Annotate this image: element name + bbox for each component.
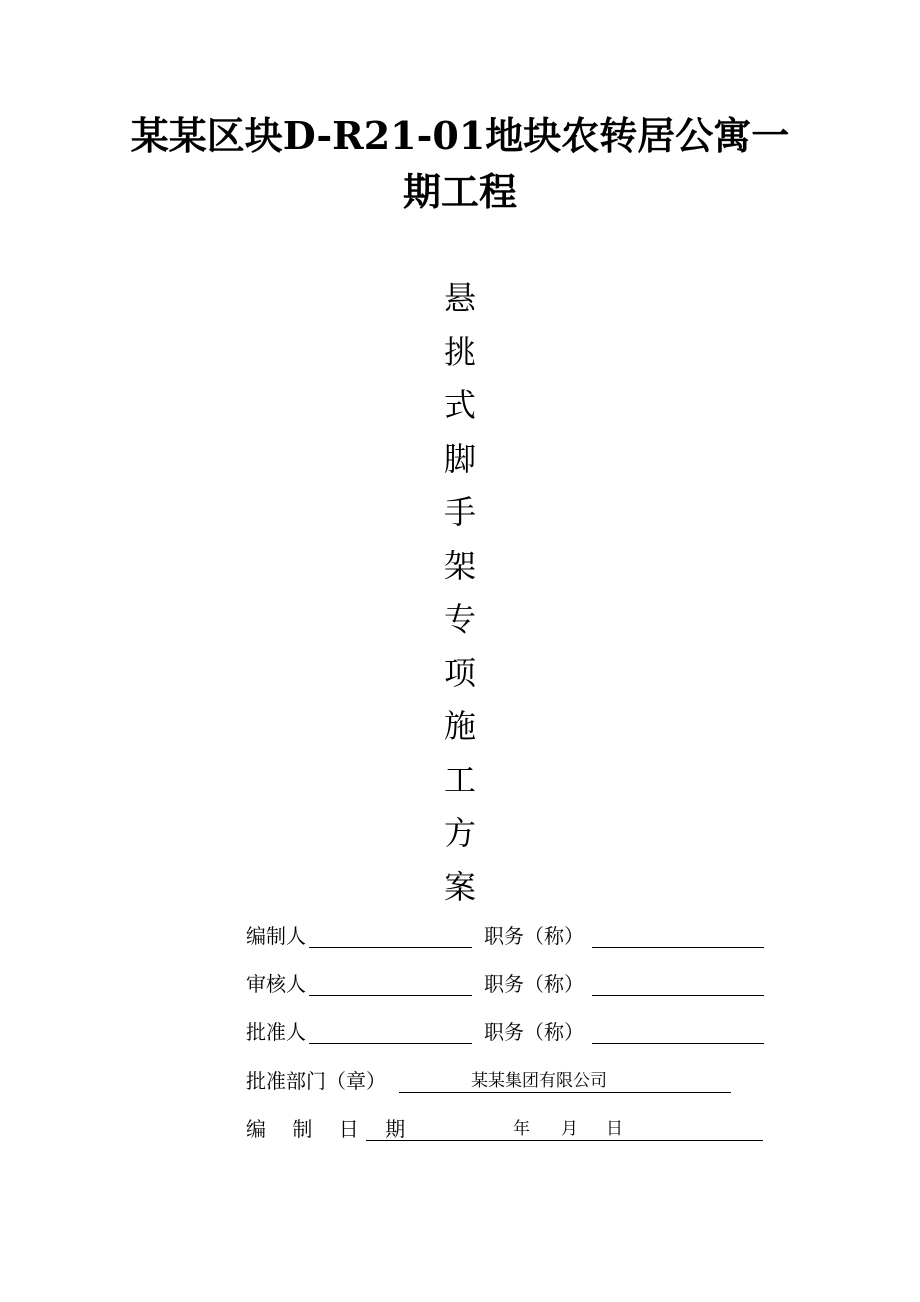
reviewer-label: 审核人 (246, 972, 306, 996)
compiler-position-field[interactable] (592, 947, 764, 948)
page-title-line-1: 某某区块D-R21-01地块农转居公寓一 (130, 113, 790, 158)
vertical-title-char: 脚 (443, 439, 476, 478)
page-title-line-2: 期工程 (402, 169, 517, 214)
reviewer-position-field[interactable] (592, 995, 764, 996)
vertical-title-char: 项 (443, 653, 476, 692)
department-value: 某某集团有限公司 (471, 1071, 607, 1091)
department-field[interactable] (399, 1071, 731, 1093)
date-year-label: 年 (513, 1119, 530, 1139)
compiler-position-label: 职务（称） (484, 924, 584, 948)
department-label: 批准部门（章） (246, 1069, 386, 1093)
vertical-title-char: 式 (443, 386, 476, 424)
vertical-title-char: 手 (443, 493, 476, 531)
approver-label: 批准人 (246, 1020, 306, 1044)
vertical-title-char: 架 (443, 546, 476, 585)
reviewer-name-field[interactable] (309, 995, 472, 996)
approver-position-field[interactable] (592, 1043, 764, 1044)
compiler-name-field[interactable] (309, 947, 472, 948)
approver-position-label: 职务（称） (484, 1020, 584, 1044)
date-label: 编 制 日 期 (246, 1117, 416, 1141)
vertical-title-char: 案 (443, 867, 476, 906)
date-day-label: 日 (606, 1119, 623, 1139)
date-field[interactable] (366, 1119, 763, 1141)
vertical-title-char: 施 (443, 707, 476, 745)
approver-name-field[interactable] (309, 1043, 472, 1044)
reviewer-position-label: 职务（称） (484, 972, 584, 996)
page-title (60, 108, 860, 220)
vertical-title-char: 工 (443, 760, 476, 799)
vertical-title-char: 专 (443, 600, 476, 638)
compiler-label: 编制人 (246, 924, 306, 948)
vertical-title-char: 悬 (443, 279, 476, 317)
date-month-label: 月 (561, 1119, 578, 1139)
vertical-title-char: 挑 (443, 332, 476, 371)
vertical-title-char: 方 (443, 814, 476, 852)
vertical-document-title (430, 272, 490, 914)
